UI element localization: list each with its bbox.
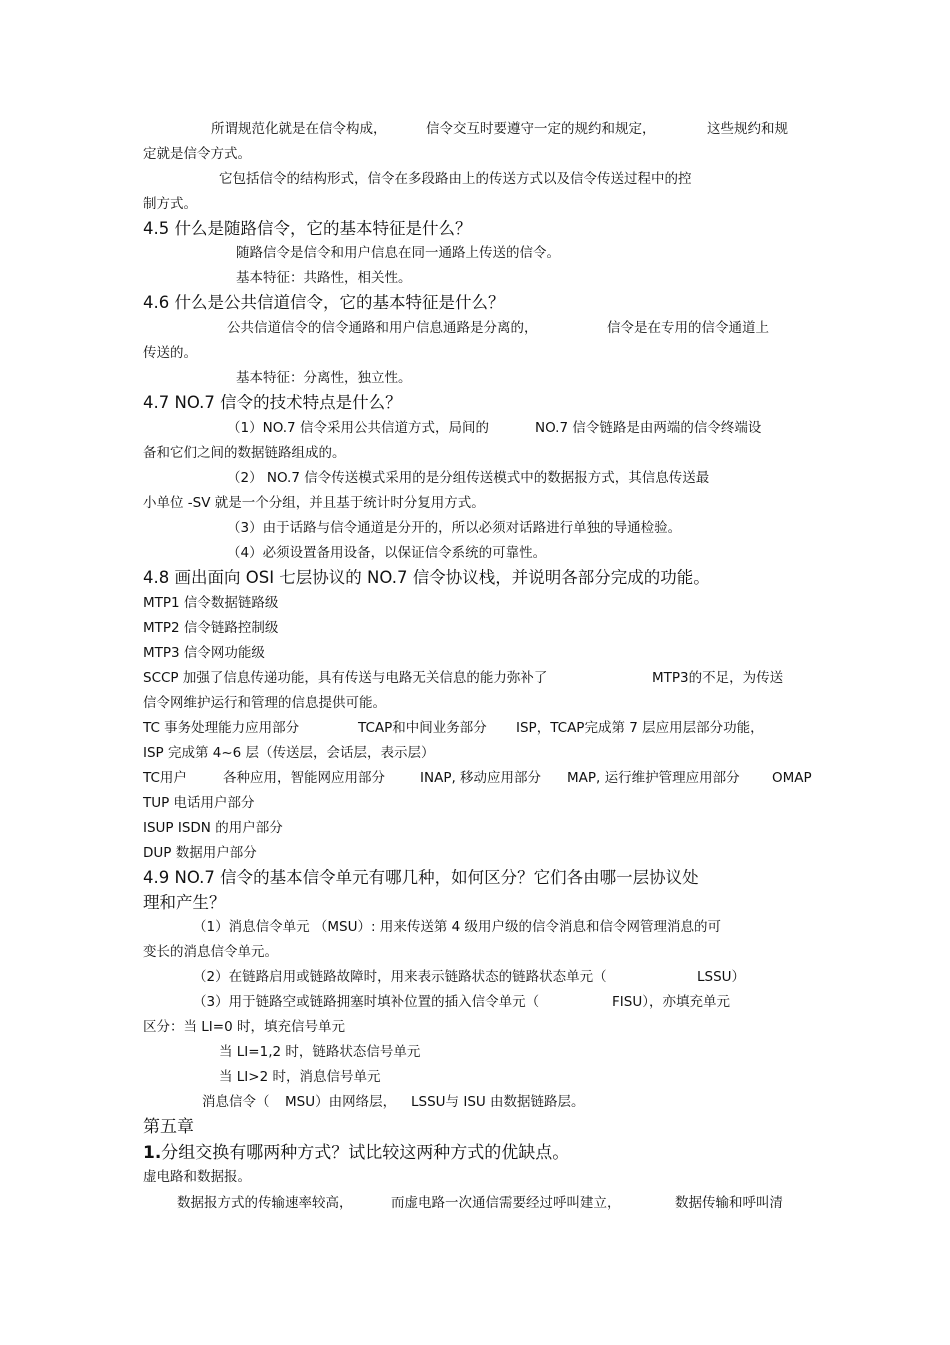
para-line: LSSU） bbox=[697, 969, 746, 985]
list-item: TC 事务处理能力应用部分 bbox=[143, 720, 300, 736]
para-line: 基本特征：分离性，独立性。 bbox=[236, 370, 412, 386]
question-heading bbox=[143, 1142, 569, 1164]
para-line: 所谓规范化就是在信令构成， bbox=[211, 121, 387, 137]
list-item: DUP 数据用户部分 bbox=[143, 845, 257, 861]
chapter-title: 第五章 bbox=[143, 1117, 194, 1137]
para-line: 信令是在专用的信令通道上 bbox=[607, 320, 769, 336]
list-item: 各种应用，智能网应用部分 bbox=[223, 770, 385, 786]
para-line: （1）消息信令单元 （MSU）: 用来传送第 4 级用户级的信令消息和信令网管理消息的可 bbox=[193, 919, 721, 935]
para-line: 虚电路和数据报。 bbox=[143, 1169, 251, 1185]
list-item: TCAP和中间业务部分 bbox=[358, 720, 487, 736]
list-item: ISP，TCAP完成第 7 层应用层部分功能， bbox=[516, 720, 764, 736]
para-line: LSSU与 ISU 由数据链路层。 bbox=[411, 1094, 585, 1110]
para-line: （2） NO.7 信令传送模式采用的是分组传送模式中的数据报方式，其信息传送最 bbox=[227, 470, 710, 486]
question-heading: 4.7 NO.7 信令的技术特点是什么？ bbox=[143, 393, 402, 412]
para-line: （2）在链路启用或链路故障时，用来表示链路状态的链路状态单元（ bbox=[193, 969, 607, 985]
para-line: NO.7 信令链路是由两端的信令终端设 bbox=[535, 420, 762, 436]
para-line: 变长的消息信令单元。 bbox=[143, 944, 278, 960]
para-line: 消息信令（ bbox=[202, 1094, 270, 1110]
para-line: 这些规约和规 bbox=[707, 121, 788, 137]
list-item: ISP 完成第 4~6 层（传送层，会话层，表示层） bbox=[143, 745, 435, 761]
question-text: 分组交换有哪两种方式？试比较这两种方式的优缺点。 bbox=[161, 1143, 570, 1163]
para-line: （3）用于链路空或链路拥塞时填补位置的插入信令单元（ bbox=[193, 994, 540, 1010]
question-heading: 4.9 NO.7 信令的基本信令单元有哪几种，如何区分？它们各由哪一层协议处 bbox=[143, 868, 699, 887]
para-line: 定就是信令方式。 bbox=[143, 146, 251, 162]
para-line: 制方式。 bbox=[143, 196, 197, 212]
para-line: 它包括信令的结构形式，信令在多段路由上的传送方式以及信令传送过程中的控 bbox=[219, 171, 692, 187]
list-item: TUP 电话用户部分 bbox=[143, 795, 255, 811]
para-line: FISU），亦填充单元 bbox=[612, 994, 730, 1010]
list-item: TC用户 bbox=[143, 770, 187, 786]
question-number: 1. bbox=[143, 1143, 162, 1163]
para-line: 当 LI=1,2 时，链路状态信号单元 bbox=[219, 1044, 421, 1060]
question-heading: 4.6 什么是公共信道信令，它的基本特征是什么？ bbox=[143, 293, 505, 312]
list-item: MTP3的不足，为传送 bbox=[652, 670, 784, 686]
question-heading: 4.8 画出面向 OSI 七层协议的 NO.7 信令协议栈，并说明各部分完成的功能。 bbox=[143, 568, 710, 587]
list-item: MAP, 运行维护管理应用部分 bbox=[567, 770, 740, 786]
para-line: 而虚电路一次通信需要经过呼叫建立， bbox=[391, 1195, 621, 1211]
para-line: MSU）由网络层， bbox=[285, 1094, 397, 1110]
para-line: 数据报方式的传输速率较高， bbox=[177, 1195, 353, 1211]
para-line: 当 LI>2 时，消息信号单元 bbox=[219, 1069, 381, 1085]
list-item: MTP3 信令网功能级 bbox=[143, 645, 265, 661]
para-line: 区分：当 LI=0 时，填充信号单元 bbox=[143, 1019, 345, 1035]
list-item: ISUP ISDN 的用户部分 bbox=[143, 820, 283, 836]
question-heading: 理和产生？ bbox=[143, 893, 226, 912]
list-item: OMAP bbox=[772, 770, 812, 786]
list-item: SCCP 加强了信息传递功能，具有传送与电路无关信息的能力弥补了 bbox=[143, 670, 548, 686]
para-line: 传送的。 bbox=[143, 345, 197, 361]
para-line: 随路信令是信令和用户信息在同一通路上传送的信令。 bbox=[236, 245, 560, 261]
para-line: 备和它们之间的数据链路组成的。 bbox=[143, 445, 346, 461]
list-item: MTP1 信令数据链路级 bbox=[143, 595, 279, 611]
list-item: MTP2 信令链路控制级 bbox=[143, 620, 279, 636]
para-line: 信令交互时要遵守一定的规约和规定， bbox=[426, 121, 656, 137]
para-line: （4）必须设置备用设备，以保证信令系统的可靠性。 bbox=[227, 545, 547, 561]
para-line: 公共信道信令的信令通路和用户信息通路是分离的， bbox=[227, 320, 538, 336]
para-line: 小单位 -SV 就是一个分组，并且基于统计时分复用方式。 bbox=[143, 495, 485, 511]
para-line: 数据传输和呼叫清 bbox=[675, 1195, 783, 1211]
para-line: （3）由于话路与信令通道是分开的，所以必须对话路进行单独的导通检验。 bbox=[227, 520, 682, 536]
para-line: （1）NO.7 信令采用公共信道方式，局间的 bbox=[227, 420, 489, 436]
list-item: 信令网维护运行和管理的信息提供可能。 bbox=[143, 695, 386, 711]
para-line: 基本特征：共路性，相关性。 bbox=[236, 270, 412, 286]
list-item: INAP, 移动应用部分 bbox=[420, 770, 542, 786]
question-heading: 4.5 什么是随路信令，它的基本特征是什么？ bbox=[143, 219, 472, 238]
